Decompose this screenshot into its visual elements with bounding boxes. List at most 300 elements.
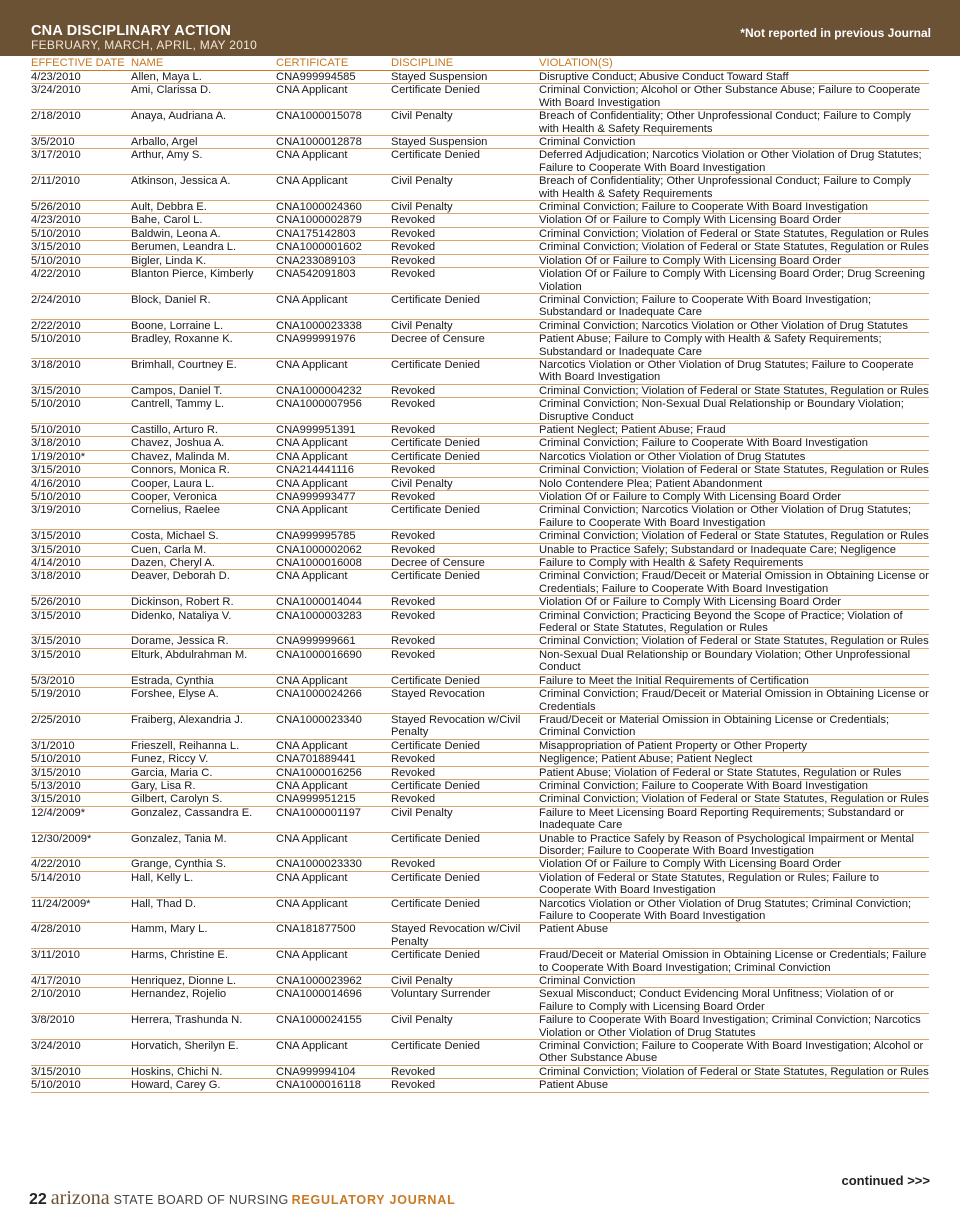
row-effective-date: 3/8/2010 <box>31 1014 75 1027</box>
row-certificate: CNA Applicant <box>276 358 348 371</box>
row-name: Dorame, Jessica R. <box>131 635 229 648</box>
row-name: Castillo, Arturo R. <box>131 423 219 436</box>
row-effective-date: 3/15/2010 <box>31 609 81 622</box>
column-header-effective-date: EFFECTIVE DATE <box>31 57 125 69</box>
row-discipline: Revoked <box>391 1079 436 1092</box>
row-discipline: Certificate Denied <box>391 1040 480 1053</box>
row-discipline: Civil Penalty <box>391 175 453 188</box>
row-discipline: Certificate Denied <box>391 293 480 306</box>
continued-indicator: continued >>> <box>841 1173 930 1188</box>
row-certificate: CNA1000014044 <box>276 596 362 609</box>
table-row <box>31 793 929 806</box>
disciplinary-table <box>31 56 929 1093</box>
row-name: Arthur, Amy S. <box>131 149 203 162</box>
row-certificate: CNA1000023330 <box>276 858 362 871</box>
row-violation: Violation Of or Failure to Comply With Licensing Board Order <box>539 214 841 227</box>
table-row <box>31 975 929 988</box>
row-name: Hall, Kelly L. <box>131 871 194 884</box>
row-effective-date: 4/17/2010 <box>31 975 81 988</box>
row-name: Ault, Debbra E. <box>131 201 207 214</box>
row-certificate: CNA1000014696 <box>276 988 362 1001</box>
row-discipline: Revoked <box>391 491 436 503</box>
row-violation: Unable to Practice Safely by Reason of Psychological Impairment or Mental Disorder; Failure to Cooperate With Board Investigation <box>539 832 914 857</box>
row-discipline: Stayed Suspension <box>391 71 488 83</box>
row-violation: Criminal Conviction; Failure to Cooperate With Board Investigation <box>539 201 868 214</box>
row-violation: Criminal Conviction; Violation of Federal or State Statutes, Regulation or Rules <box>539 241 929 254</box>
row-violation: Criminal Conviction; Violation of Federal or State Statutes, Regulation or Rules <box>539 464 929 477</box>
row-certificate: CNA999991976 <box>276 333 356 346</box>
row-certificate: CNA Applicant <box>276 175 348 188</box>
row-name: Deaver, Deborah D. <box>131 570 230 583</box>
row-violation: Patient Abuse; Violation of Federal or State Statutes, Regulation or Rules <box>539 766 902 779</box>
row-discipline: Revoked <box>391 254 436 267</box>
table-row <box>31 949 929 975</box>
row-violation: Criminal Conviction; Violation of Federal or State Statutes, Regulation or Rules <box>539 635 929 648</box>
row-discipline: Certificate Denied <box>391 570 480 583</box>
row-certificate: CNA Applicant <box>276 832 348 845</box>
row-effective-date: 2/24/2010 <box>31 293 81 306</box>
row-discipline: Revoked <box>391 530 436 543</box>
page-footer <box>29 1187 456 1210</box>
row-certificate: CNA Applicant <box>276 871 348 884</box>
row-name: Cooper, Veronica <box>131 491 217 503</box>
table-row <box>31 780 929 793</box>
row-effective-date: 4/16/2010 <box>31 477 81 490</box>
table-row <box>31 544 929 557</box>
row-certificate: CNA1000001602 <box>276 241 362 254</box>
row-discipline: Certificate Denied <box>391 674 480 687</box>
section-title: CNA DISCIPLINARY ACTION <box>31 23 232 39</box>
row-violation: Sexual Misconduct; Conduct Evidencing Moral Unfitness; Violation of or Failure to Comply with Licensing Board Order <box>539 988 894 1013</box>
table-row <box>31 504 929 530</box>
row-name: Grange, Cynthia S. <box>131 858 227 871</box>
table-row <box>31 1014 929 1040</box>
row-discipline: Stayed Revocation w/Civil Penalty <box>391 713 521 739</box>
row-violation: Criminal Conviction; Violation of Federal or State Statutes, Regulation or Rules <box>539 1065 929 1078</box>
row-effective-date: 2/18/2010 <box>31 110 81 123</box>
row-certificate: CNA Applicant <box>276 149 348 162</box>
row-discipline: Civil Penalty <box>391 806 453 819</box>
row-violation: Criminal Conviction; Fraud/Deceit or Material Omission in Obtaining License or Credentials <box>539 688 929 713</box>
row-certificate: CNA1000016118 <box>276 1079 362 1092</box>
row-violation: Violation Of or Failure to Comply With Licensing Board Order <box>539 596 841 609</box>
table-row <box>31 753 929 766</box>
page-number: 22 <box>29 1191 47 1208</box>
row-name: Dickinson, Robert R. <box>131 596 234 609</box>
row-violation: Criminal Conviction <box>539 975 636 988</box>
table-row <box>31 1066 929 1079</box>
row-name: Didenko, Nataliya V. <box>131 609 232 622</box>
row-violation: Narcotics Violation or Other Violation of Drug Statutes <box>539 450 806 463</box>
table-row <box>31 872 929 898</box>
column-header-discipline: DISCIPLINE <box>391 57 454 69</box>
row-certificate: CNA Applicant <box>276 293 348 306</box>
row-certificate: CNA1000023962 <box>276 975 362 988</box>
row-discipline: Certificate Denied <box>391 949 480 962</box>
row-violation: Nolo Contendere Plea; Patient Abandonment <box>539 477 763 490</box>
table-row <box>31 214 929 227</box>
row-effective-date: 4/28/2010 <box>31 923 81 936</box>
row-discipline: Certificate Denied <box>391 358 480 371</box>
row-violation: Criminal Conviction; Non-Sexual Dual Relationship or Boundary Violation; Disruptive Conduct <box>539 398 904 423</box>
table-row <box>31 175 929 201</box>
row-discipline: Revoked <box>391 398 436 411</box>
row-violation: Misappropriation of Patient Property or Other Property <box>539 739 808 752</box>
row-effective-date: 5/19/2010 <box>31 688 81 701</box>
row-name: Bradley, Roxanne K. <box>131 333 233 346</box>
row-certificate: CNA1000016256 <box>276 766 362 779</box>
row-violation: Patient Abuse <box>539 923 609 936</box>
row-effective-date: 3/24/2010 <box>31 1040 81 1053</box>
row-certificate: CNA233089103 <box>276 254 356 267</box>
row-name: Cuen, Carla M. <box>131 543 207 556</box>
row-discipline: Revoked <box>391 464 436 477</box>
row-effective-date: 4/23/2010 <box>31 214 81 227</box>
row-violation: Criminal Conviction; Fraud/Deceit or Material Omission in Obtaining License or Credentials; Failure to Cooperate With Board Investigation <box>539 570 929 595</box>
row-certificate: CNA999995785 <box>276 530 356 543</box>
board-name: STATE BOARD OF NURSING <box>113 1193 289 1207</box>
row-name: Hernandez, Rojelio <box>131 988 227 1001</box>
table-row <box>31 570 929 596</box>
row-certificate: CNA Applicant <box>276 504 348 517</box>
row-name: Herrera, Trashunda N. <box>131 1014 243 1027</box>
table-row <box>31 807 929 833</box>
row-effective-date: 12/4/2009* <box>31 806 86 819</box>
row-violation: Violation Of or Failure to Comply With Licensing Board Order <box>539 254 841 267</box>
row-certificate: CNA Applicant <box>276 570 348 583</box>
row-certificate: CNA999994104 <box>276 1065 356 1078</box>
row-effective-date: 3/15/2010 <box>31 648 81 661</box>
row-certificate: CNA Applicant <box>276 779 348 792</box>
row-violation: Criminal Conviction; Violation of Federal or State Statutes, Regulation or Rules <box>539 793 929 806</box>
row-name: Elturk, Abdulrahman M. <box>131 648 248 661</box>
row-name: Frieszell, Reihanna L. <box>131 739 240 752</box>
table-row <box>31 398 929 424</box>
table-header-row <box>31 56 929 71</box>
row-violation: Fraud/Deceit or Material Omission in Obtaining License or Credentials; Criminal Conviction <box>539 713 890 739</box>
row-name: Block, Daniel R. <box>131 293 211 306</box>
row-effective-date: 2/11/2010 <box>31 175 80 188</box>
row-certificate: CNA214441116 <box>276 464 354 477</box>
row-certificate: CNA Applicant <box>276 674 348 687</box>
row-certificate: CNA1000003283 <box>276 609 362 622</box>
row-name: Gonzalez, Cassandra E. <box>131 806 253 819</box>
table-row <box>31 491 929 504</box>
row-discipline: Civil Penalty <box>391 201 453 214</box>
row-effective-date: 2/25/2010 <box>31 713 81 726</box>
row-effective-date: 4/23/2010 <box>31 71 81 83</box>
row-certificate: CNA Applicant <box>276 1040 348 1053</box>
row-name: Campos, Daniel T. <box>131 384 223 397</box>
row-discipline: Certificate Denied <box>391 739 480 752</box>
column-header-certificate: CERTIFICATE <box>276 57 349 69</box>
row-name: Gilbert, Carolyn S. <box>131 793 223 806</box>
table-row <box>31 833 929 859</box>
date-range-subtitle: FEBRUARY, MARCH, APRIL, MAY 2010 <box>31 38 258 52</box>
row-name: Gonzalez, Tania M. <box>131 832 227 845</box>
table-row <box>31 610 929 636</box>
row-violation: Narcotics Violation or Other Violation of Drug Statutes; Criminal Conviction; Failure to Cooperate With Board Investigation <box>539 897 912 922</box>
row-name: Forshee, Elyse A. <box>131 688 219 701</box>
row-certificate: CNA999951215 <box>276 793 356 806</box>
row-certificate: CNA1000002062 <box>276 543 362 556</box>
row-name: Horvatich, Sherilyn E. <box>131 1040 239 1053</box>
row-effective-date: 5/10/2010 <box>31 753 81 766</box>
row-discipline: Certificate Denied <box>391 832 480 845</box>
row-discipline: Revoked <box>391 227 436 240</box>
row-name: Harms, Christine E. <box>131 949 228 962</box>
row-violation: Non-Sexual Dual Relationship or Boundary Violation; Other Unprofessional Conduct <box>539 648 911 674</box>
row-violation: Criminal Conviction; Failure to Cooperate With Board Investigation <box>539 437 868 450</box>
table-row <box>31 255 929 268</box>
row-discipline: Stayed Revocation <box>391 688 485 701</box>
row-name: Hamm, Mary L. <box>131 923 208 936</box>
row-violation: Violation Of or Failure to Comply With Licensing Board Order <box>539 491 841 503</box>
row-violation: Narcotics Violation or Other Violation of Drug Statutes; Failure to Cooperate With Board Investigation <box>539 358 914 384</box>
row-discipline: Civil Penalty <box>391 1014 453 1027</box>
row-effective-date: 3/15/2010 <box>31 1065 81 1078</box>
row-effective-date: 5/10/2010 <box>31 423 81 436</box>
row-certificate: CNA1000024266 <box>276 688 362 701</box>
row-violation: Criminal Conviction <box>539 136 636 149</box>
row-violation: Criminal Conviction; Violation of Federal or State Statutes, Regulation or Rules <box>539 530 929 543</box>
row-name: Garcia, Maria C. <box>131 766 213 779</box>
row-name: Arballo, Argel <box>131 136 198 149</box>
row-discipline: Civil Penalty <box>391 319 453 332</box>
table-row <box>31 268 929 294</box>
row-certificate: CNA1000023340 <box>276 713 362 726</box>
row-name: Funez, Riccy V. <box>131 753 209 766</box>
row-effective-date: 5/10/2010 <box>31 491 81 503</box>
row-effective-date: 3/17/2010 <box>31 149 81 162</box>
row-discipline: Revoked <box>391 423 436 436</box>
row-certificate: CNA Applicant <box>276 949 348 962</box>
table-row <box>31 1040 929 1066</box>
row-effective-date: 2/10/2010 <box>31 988 81 1001</box>
row-discipline: Certificate Denied <box>391 779 480 792</box>
row-violation: Patient Abuse <box>539 1079 609 1092</box>
row-effective-date: 11/24/2009* <box>31 897 91 910</box>
row-effective-date: 3/15/2010 <box>31 241 81 254</box>
row-discipline: Revoked <box>391 241 436 254</box>
row-discipline: Revoked <box>391 1065 436 1078</box>
row-effective-date: 5/26/2010 <box>31 596 81 609</box>
row-violation: Criminal Conviction; Failure to Cooperate With Board Investigation; Alcohol or Other Substance Abuse <box>539 1040 924 1065</box>
row-effective-date: 3/15/2010 <box>31 464 81 477</box>
table-row <box>31 136 929 149</box>
table-row <box>31 320 929 333</box>
row-certificate: CNA1000024360 <box>276 201 362 214</box>
row-certificate: CNA Applicant <box>276 437 348 450</box>
row-name: Dazen, Cheryl A. <box>131 557 215 570</box>
row-violation: Patient Abuse; Failure to Comply with Health & Safety Requirements; Substandard or Inadequate Care <box>539 333 882 358</box>
row-effective-date: 4/14/2010 <box>31 557 81 570</box>
arizona-wordmark: arizona <box>50 1187 110 1209</box>
row-effective-date: 5/10/2010 <box>31 254 81 267</box>
row-discipline: Revoked <box>391 384 436 397</box>
row-certificate: CNA Applicant <box>276 897 348 910</box>
row-name: Cooper, Laura L. <box>131 477 215 490</box>
row-certificate: CNA1000001197 <box>276 806 362 819</box>
row-effective-date: 2/22/2010 <box>31 319 81 332</box>
row-name: Chavez, Malinda M. <box>131 450 230 463</box>
row-name: Estrada, Cynthia <box>131 674 214 687</box>
row-name: Ami, Clarissa D. <box>131 84 212 97</box>
row-name: Bigler, Linda K. <box>131 254 207 267</box>
row-violation: Criminal Conviction; Narcotics Violation or Other Violation of Drug Statutes <box>539 319 908 332</box>
column-header-name: NAME <box>131 57 164 69</box>
row-discipline: Certificate Denied <box>391 897 480 910</box>
row-violation: Disruptive Conduct; Abusive Conduct Toward Staff <box>539 71 789 83</box>
row-name: Brimhall, Courtney E. <box>131 358 237 371</box>
row-discipline: Decree of Censure <box>391 557 485 570</box>
table-row <box>31 333 929 359</box>
row-discipline: Certificate Denied <box>391 504 480 517</box>
row-effective-date: 3/15/2010 <box>31 635 81 648</box>
row-discipline: Revoked <box>391 268 436 281</box>
row-discipline: Certificate Denied <box>391 84 480 97</box>
table-row <box>31 898 929 924</box>
table-row <box>31 71 929 84</box>
row-discipline: Certificate Denied <box>391 149 480 162</box>
row-discipline: Civil Penalty <box>391 110 453 123</box>
row-name: Hoskins, Chichi N. <box>131 1065 223 1078</box>
table-row <box>31 228 929 241</box>
row-certificate: CNA999993477 <box>276 491 356 503</box>
row-violation: Criminal Conviction; Violation of Federal or State Statutes, Regulation or Rules <box>539 384 929 397</box>
row-name: Baldwin, Leona A. <box>131 227 221 240</box>
row-name: Cornelius, Raelee <box>131 504 220 517</box>
row-discipline: Decree of Censure <box>391 333 485 346</box>
row-violation: Violation Of or Failure to Comply With Licensing Board Order; Drug Screening Violation <box>539 268 925 293</box>
row-violation: Failure to Meet the Initial Requirements of Certification <box>539 674 809 687</box>
row-certificate: CNA1000012878 <box>276 136 362 149</box>
row-name: Henriquez, Dionne L. <box>131 975 237 988</box>
row-discipline: Civil Penalty <box>391 477 453 490</box>
row-name: Connors, Monica R. <box>131 464 230 477</box>
row-effective-date: 1/19/2010* <box>31 450 86 463</box>
table-row <box>31 437 929 450</box>
table-row <box>31 201 929 214</box>
row-certificate: CNA Applicant <box>276 84 348 97</box>
table-row <box>31 464 929 477</box>
table-row <box>31 424 929 437</box>
row-discipline: Certificate Denied <box>391 450 480 463</box>
row-violation: Criminal Conviction; Violation of Federal or State Statutes, Regulation or Rules <box>539 227 929 240</box>
table-row <box>31 478 929 491</box>
row-discipline: Revoked <box>391 543 436 556</box>
table-row <box>31 596 929 609</box>
row-effective-date: 5/10/2010 <box>31 1079 81 1092</box>
table-row <box>31 84 929 110</box>
row-name: Hall, Thad D. <box>131 897 197 910</box>
table-row <box>31 241 929 254</box>
table-row <box>31 385 929 398</box>
row-effective-date: 3/15/2010 <box>31 766 81 779</box>
row-effective-date: 3/18/2010 <box>31 437 81 450</box>
row-effective-date: 3/18/2010 <box>31 570 81 583</box>
table-body <box>31 71 929 1093</box>
row-effective-date: 5/10/2010 <box>31 333 81 346</box>
table-row <box>31 714 929 740</box>
table-row <box>31 635 929 648</box>
row-effective-date: 5/13/2010 <box>31 779 81 792</box>
row-violation: Unable to Practice Safely; Substandard or Inadequate Care; Negligence <box>539 543 896 556</box>
column-header-violations: VIOLATION(S) <box>539 57 613 69</box>
row-violation: Fraud/Deceit or Material Omission in Obtaining License or Credentials; Failure to Cooperate With Board Investigation; Criminal Conviction <box>539 949 927 974</box>
row-name: Costa, Michael S. <box>131 530 219 543</box>
row-discipline: Revoked <box>391 609 436 622</box>
row-certificate: CNA1000016690 <box>276 648 362 661</box>
table-row <box>31 1079 929 1092</box>
row-discipline: Certificate Denied <box>391 437 480 450</box>
row-certificate: CNA542091803 <box>276 268 356 281</box>
row-discipline: Revoked <box>391 596 436 609</box>
row-violation: Breach of Confidentiality; Other Unprofessional Conduct; Failure to Comply with Health & Safety Requirements <box>539 175 911 200</box>
table-row <box>31 923 929 949</box>
row-certificate: CNA1000016008 <box>276 557 362 570</box>
row-certificate: CNA701889441 <box>276 753 356 766</box>
row-effective-date: 5/14/2010 <box>31 871 81 884</box>
table-row <box>31 688 929 714</box>
row-name: Blanton Pierce, Kimberly <box>131 268 254 281</box>
page-header <box>0 0 960 56</box>
row-effective-date: 3/15/2010 <box>31 793 81 806</box>
row-effective-date: 5/10/2010 <box>31 227 81 240</box>
row-effective-date: 3/5/2010 <box>31 136 75 149</box>
row-certificate: CNA Applicant <box>276 739 348 752</box>
row-certificate: CNA Applicant <box>276 450 348 463</box>
row-discipline: Revoked <box>391 766 436 779</box>
table-row <box>31 740 929 753</box>
row-discipline: Certificate Denied <box>391 871 480 884</box>
row-violation: Failure to Meet Licensing Board Reporting Requirements; Substandard or Inadequate Care <box>539 806 905 832</box>
row-discipline: Civil Penalty <box>391 975 453 988</box>
row-effective-date: 5/10/2010 <box>31 398 81 411</box>
row-violation: Criminal Conviction; Practicing Beyond the Scope of Practice; Violation of Federal or State Statutes, Regulation or Rules <box>539 609 903 635</box>
row-name: Gary, Lisa R. <box>131 779 196 792</box>
row-violation: Criminal Conviction; Failure to Cooperate With Board Investigation; Substandard or Inadequate Care <box>539 293 872 319</box>
row-certificate: CNA175142803 <box>276 227 356 240</box>
row-name: Allen, Maya L. <box>131 71 202 83</box>
row-name: Cantrell, Tammy L. <box>131 398 225 411</box>
row-discipline: Revoked <box>391 214 436 227</box>
row-name: Atkinson, Jessica A. <box>131 175 231 188</box>
row-violation: Patient Neglect; Patient Abuse; Fraud <box>539 423 726 436</box>
table-row <box>31 675 929 688</box>
table-row <box>31 110 929 136</box>
row-effective-date: 4/22/2010 <box>31 858 81 871</box>
row-effective-date: 3/15/2010 <box>31 543 81 556</box>
row-certificate: CNA1000004232 <box>276 384 362 397</box>
row-certificate: CNA Applicant <box>276 477 348 490</box>
row-effective-date: 12/30/2009* <box>31 832 92 845</box>
row-effective-date: 3/11/2010 <box>31 949 80 962</box>
row-certificate: CNA1000002879 <box>276 214 362 227</box>
table-row <box>31 988 929 1014</box>
row-discipline: Voluntary Surrender <box>391 988 491 1001</box>
row-discipline: Stayed Revocation w/Civil Penalty <box>391 923 521 948</box>
row-discipline: Stayed Suspension <box>391 136 488 149</box>
row-effective-date: 5/3/2010 <box>31 674 75 687</box>
row-effective-date: 3/19/2010 <box>31 504 81 517</box>
table-row <box>31 451 929 464</box>
row-effective-date: 3/24/2010 <box>31 84 81 97</box>
row-certificate: CNA999999661 <box>276 635 356 648</box>
row-name: Howard, Carey G. <box>131 1079 221 1092</box>
table-row <box>31 557 929 570</box>
row-certificate: CNA1000024155 <box>276 1014 362 1027</box>
